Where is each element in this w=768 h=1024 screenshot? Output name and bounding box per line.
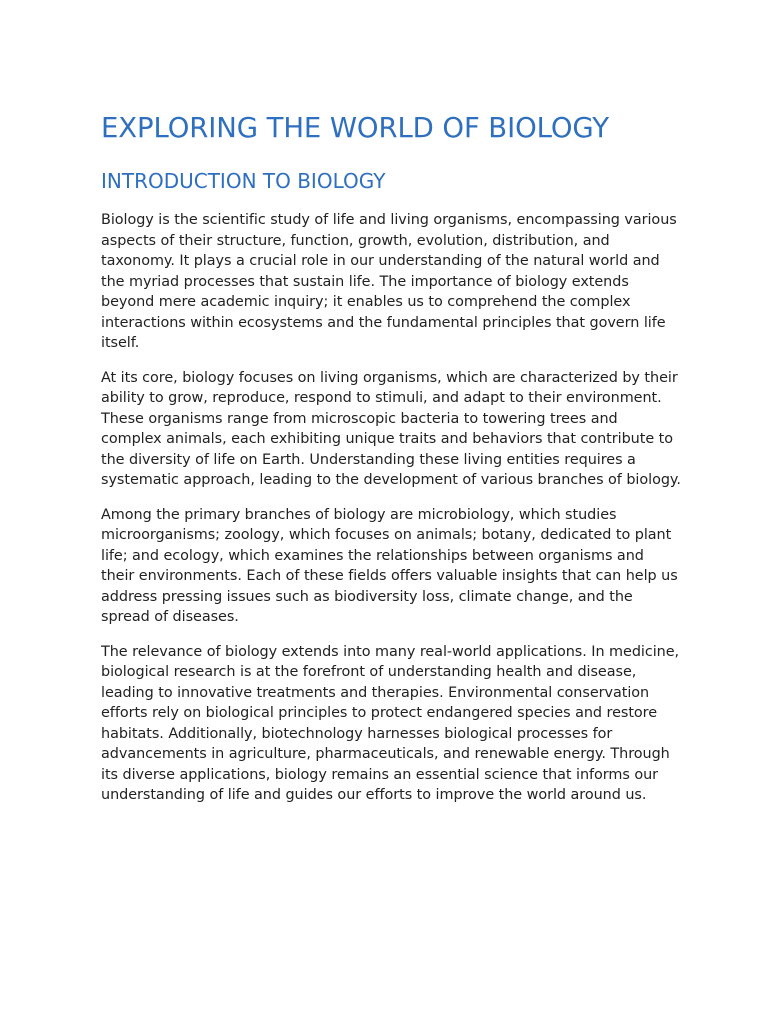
section-heading: INTRODUCTION TO BIOLOGY	[101, 169, 386, 193]
paragraph-3: Among the primary branches of biology are microbiology, which studies microorganisms; zoology, which focuses on animals; botany, dedicated to plant life; and ecology, which examines the relationships between organisms and their environments. Each of these fields offers valuable insights that can help us address pressing issues such as biodiversity loss, climate change, and the spread of diseases.	[101, 506, 678, 625]
paragraph-1: Biology is the scientific study of life and living organisms, encompassing various aspects of their structure, function, growth, evolution, distribution, and taxonomy. It plays a crucial role in our understanding of the natural world and the myriad processes that sustain life. The importance of biology extends beyond mere academic inquiry; it enables us to comprehend the complex interactions within ecosystems and the fundamental principles that govern life itself.	[101, 212, 677, 351]
document-page	[101, 108, 681, 820]
paragraph-2: At its core, biology focuses on living organisms, which are characterized by their ability to grow, reproduce, respond to stimuli, and adapt to their environment. These organisms range from microscopic bacteria to towering trees and complex animals, each exhibiting unique traits and behaviors that contribute to the diversity of life on Earth. Understanding these living entities requires a systematic approach, leading to the development of various branches of biology.	[101, 369, 681, 488]
document-title: EXPLORING THE WORLD OF BIOLOGY	[101, 112, 609, 144]
paragraph-4: The relevance of biology extends into many real-world applications. In medicine, biological research is at the forefront of understanding health and disease, leading to innovative treatments and therapies. Environmental conservation efforts rely on biological principles to protect endangered species and restore habitats. Additionally, biotechnology harnesses biological processes for advancements in agriculture, pharmaceuticals, and renewable energy. Through its diverse applications, biology remains an essential science that informs our understanding of life and guides our efforts to improve the world around us.	[101, 643, 680, 803]
